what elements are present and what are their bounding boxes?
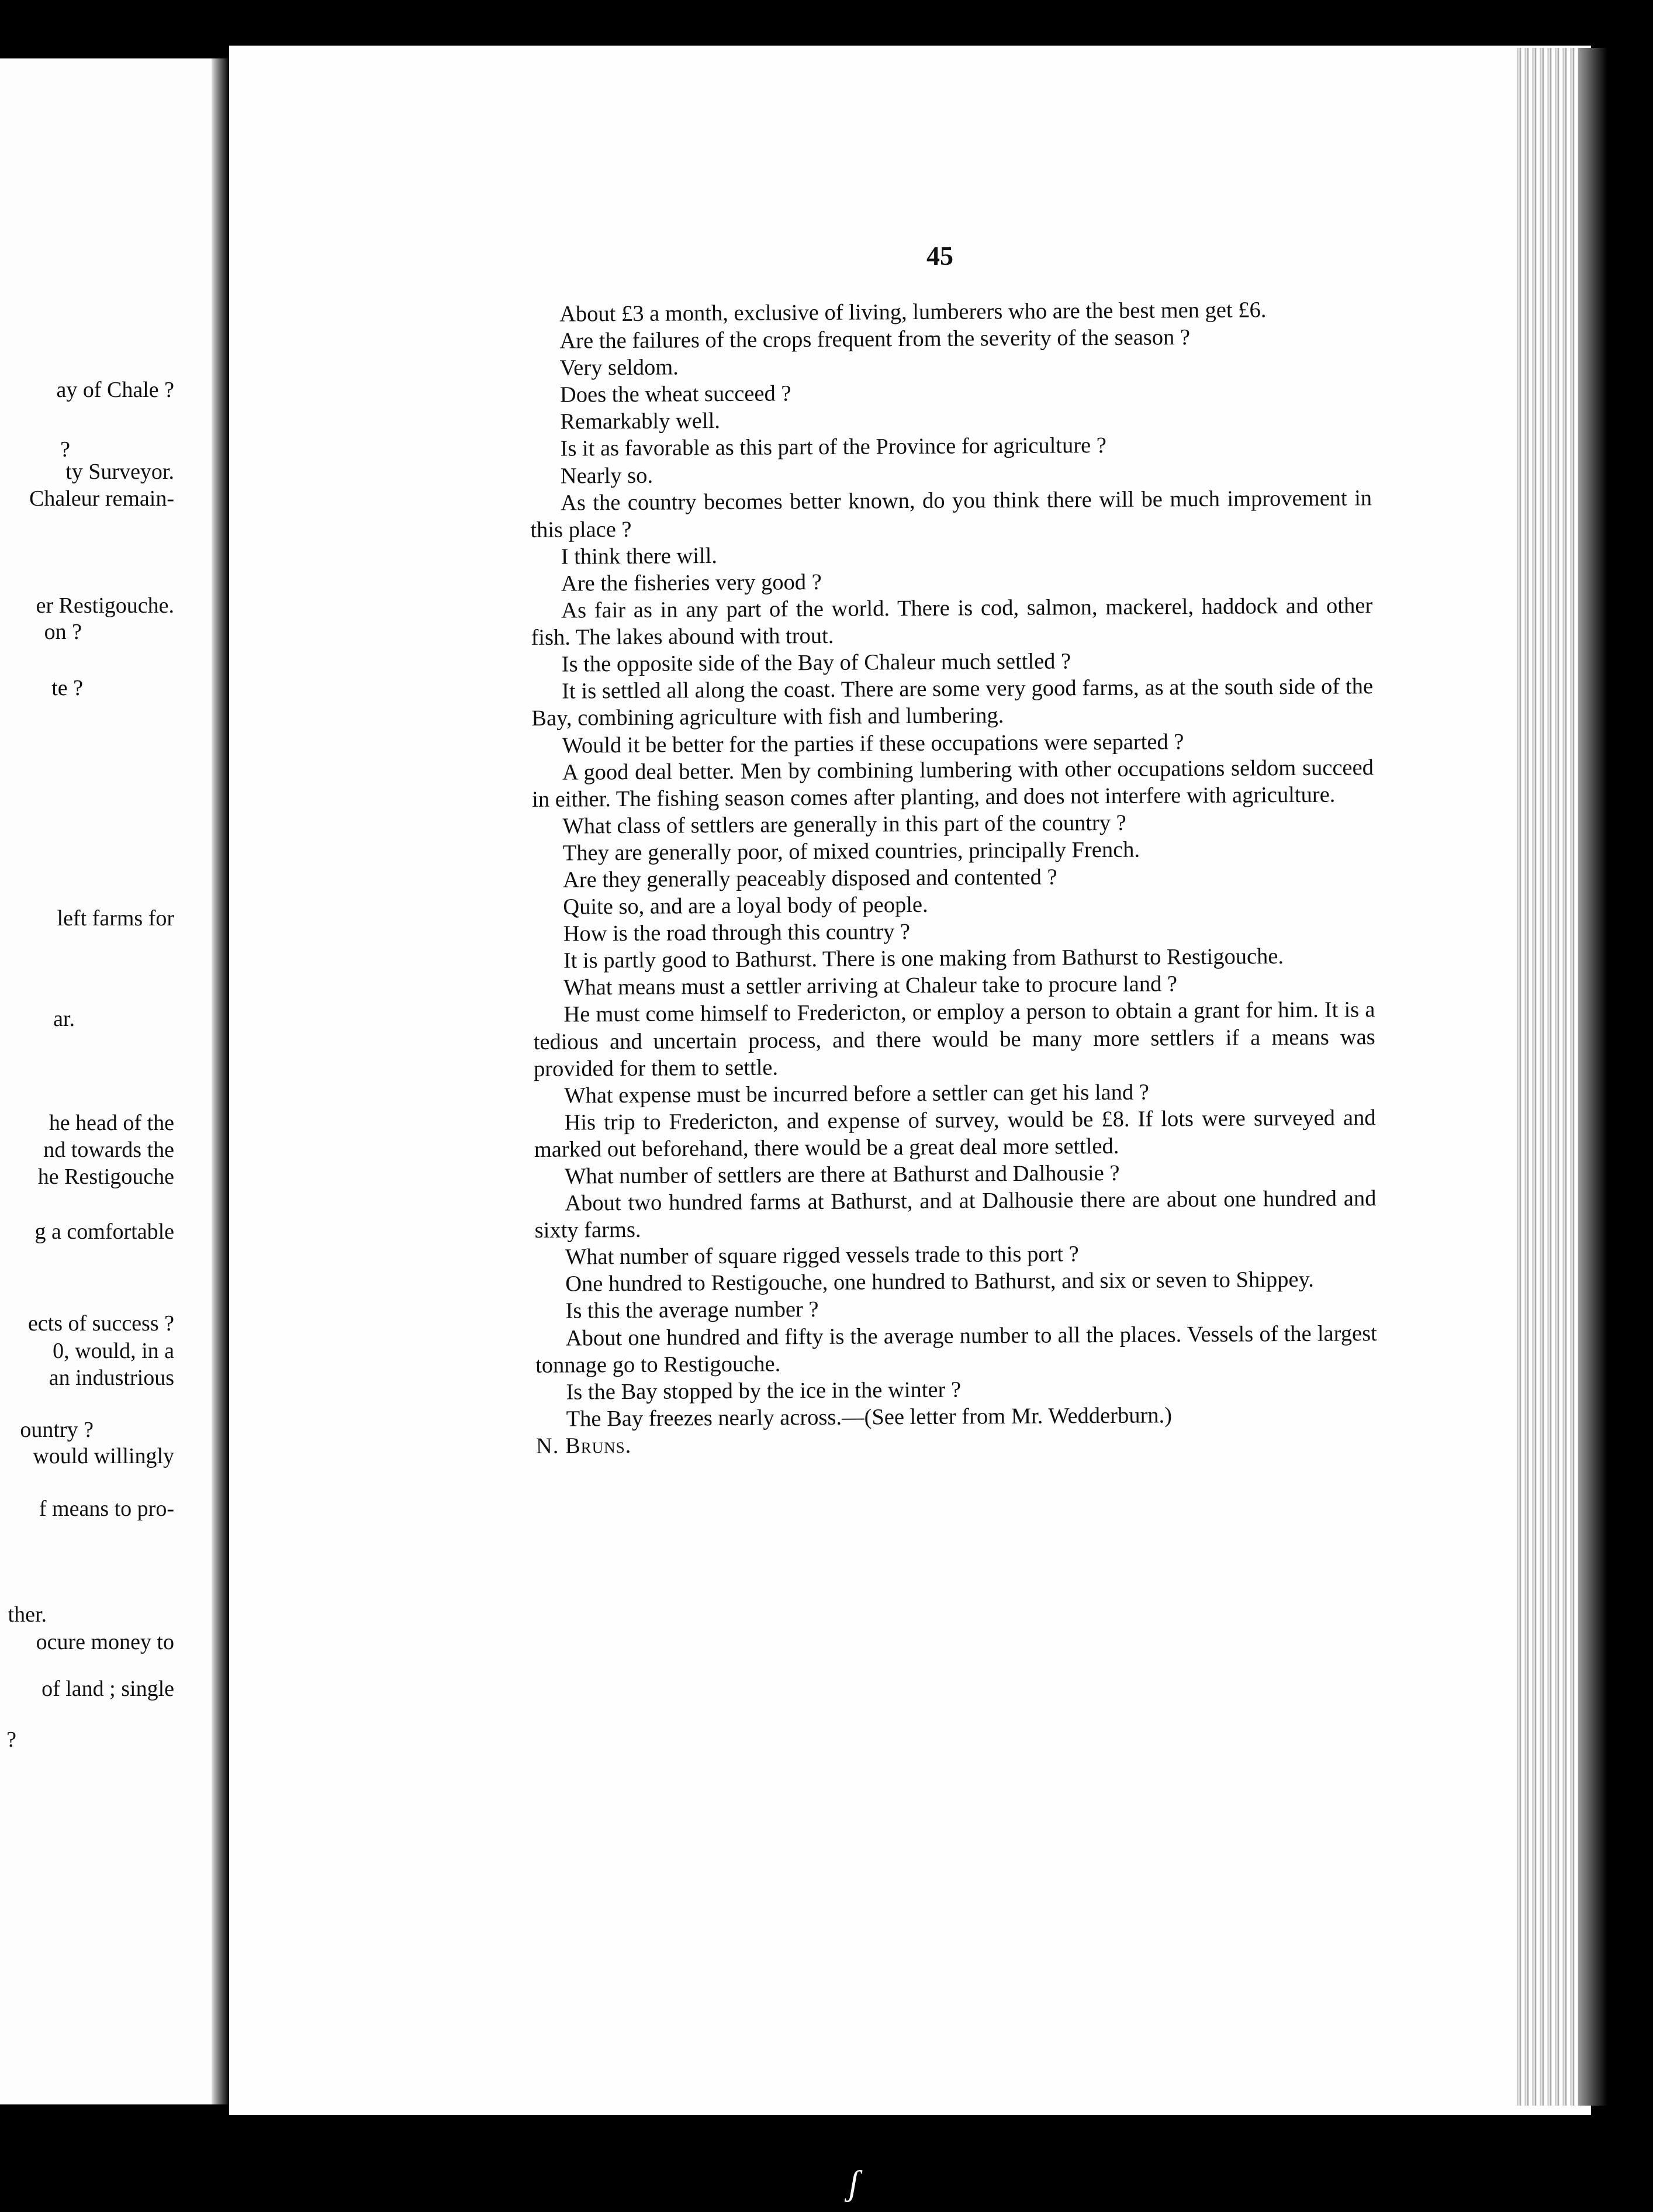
- paragraph-answer: He must come himself to Fredericton, or employ a person to obtain a grant for him. It is a tedious and uncertain process, and there would be many more settlers if a means was provided for them to settle.: [533, 997, 1375, 1081]
- paragraph-question: How is the road through this country ?: [563, 920, 911, 946]
- paragraph-answer: About £3 a month, exclusive of living, lumberers who are the best men get £6.: [559, 298, 1267, 327]
- paragraph-answer: The Bay freezes nearly across.—(See letter from Mr. Wedderburn.): [566, 1403, 1173, 1432]
- left-page-line: Chaleur remain-: [29, 486, 174, 511]
- paragraph-answer: One hundred to Restigouche, one hundred to Bathurst, and six or seven to Shippey.: [565, 1267, 1315, 1297]
- scan-mark: ʃ: [849, 2163, 859, 2202]
- page-body-text: [529, 296, 1378, 1460]
- left-page-line: ocure money to: [36, 1630, 174, 1654]
- paragraph-answer: I think there will.: [561, 543, 718, 569]
- paragraph-question: Does the wheat succeed ?: [559, 381, 791, 407]
- left-page-line: g a comfortable: [34, 1219, 174, 1244]
- paragraph-question: Are the failures of the crops frequent from the severity of the season ?: [559, 325, 1191, 354]
- paragraph-answer: Very seldom.: [559, 355, 679, 381]
- paragraph-answer: Quite so, and are a loyal body of people.: [563, 892, 928, 920]
- paragraph-question: Is the Bay stopped by the ice in the winter ?: [566, 1377, 962, 1405]
- paragraph-question: Would it be better for the parties if these occupations were separted ?: [562, 729, 1184, 758]
- left-page-line: he head of the: [49, 1111, 174, 1135]
- page-edges-shadow: [1578, 48, 1607, 2106]
- left-page-line: nd towards the: [43, 1138, 174, 1162]
- paragraph-question: What class of settlers are generally in this part of the country ?: [562, 810, 1126, 839]
- paragraph-question: Are the fisheries very good ?: [561, 569, 822, 596]
- page-number: 45: [926, 241, 953, 271]
- left-page-line: ?: [6, 1727, 16, 1752]
- paragraph-question: Are they generally peaceably disposed and contented ?: [562, 865, 1057, 893]
- paragraph-question: Is this the average number ?: [565, 1297, 819, 1324]
- left-page: [0, 58, 216, 2104]
- left-page-line: ?: [60, 437, 70, 462]
- paragraph-answer: About one hundred and fifty is the average number to all the places. Vessels of the largest tonnage go to Restigouche.: [535, 1321, 1377, 1378]
- paragraph-answer: His trip to Fredericton, and expense of survey, would be £8. If lots were surveyed and marked out beforehand, there would be a great deal more settled.: [534, 1105, 1376, 1162]
- paragraph-answer: They are generally poor, of mixed countries, principally French.: [562, 837, 1140, 866]
- left-page-line: 0, would, in a: [53, 1339, 174, 1363]
- paragraph-question: What number of square rigged vessels trade to this port ?: [565, 1242, 1079, 1270]
- left-page-line: ar.: [53, 1007, 75, 1031]
- paragraph-answer: About two hundred farms at Bathurst, and at Dalhousie there are about one hundred and sixty farms.: [534, 1186, 1377, 1243]
- paragraph-question: As the country becomes better known, do you think there will be much improvement in this place ?: [530, 485, 1372, 542]
- paragraph-question: Is it as favorable as this part of the Province for agriculture ?: [560, 433, 1107, 462]
- left-page-line: f means to pro-: [39, 1496, 174, 1521]
- left-page-line: on ?: [44, 620, 82, 644]
- left-page-line: ay of Chale ?: [56, 378, 174, 402]
- left-page-line: would willingly: [33, 1444, 174, 1468]
- left-page-line: te ?: [51, 676, 83, 700]
- left-page-line: left farms for: [57, 906, 174, 931]
- paragraph-question: What number of settlers are there at Bathurst and Dalhousie ?: [565, 1160, 1120, 1189]
- signature: N. Bruns.: [535, 1433, 632, 1458]
- paragraph-question: Is the opposite side of the Bay of Chaleur much settled ?: [561, 649, 1071, 677]
- paragraph-answer: Remarkably well.: [560, 409, 721, 435]
- paragraph-question: What means must a settler arriving at Chaleur take to procure land ?: [563, 972, 1178, 1001]
- paragraph-answer: It is partly good to Bathurst. There is one making from Bathurst to Restigouche.: [563, 944, 1284, 973]
- left-page-line: he Restigouche: [37, 1164, 174, 1189]
- left-page-line: ther.: [8, 1602, 47, 1627]
- paragraph-answer: It is settled all along the coast. There are some very good farms, as at the south side of the Bay, combining agriculture with fish and lumbering.: [531, 674, 1374, 731]
- left-page-line: an industrious: [49, 1366, 174, 1390]
- left-page-line: of land ; single: [42, 1677, 174, 1701]
- book-spine-shadow: [212, 58, 229, 2104]
- left-page-line: ects of success ?: [27, 1311, 174, 1336]
- paragraph-answer: Nearly so.: [560, 463, 653, 489]
- paragraph-answer: As fair as in any part of the world. There is cod, salmon, mackerel, haddock and other fish. The lakes abound with trout.: [531, 593, 1373, 651]
- left-page-line: ty Surveyor.: [65, 459, 174, 484]
- left-page-line: ountry ?: [20, 1418, 94, 1442]
- paragraph-question: What expense must be incurred before a settler can get his land ?: [564, 1080, 1150, 1108]
- left-page-line: er Restigouche.: [36, 593, 174, 618]
- paragraph-answer: A good deal better. Men by combining lumbering with other occupations seldom succeed in either. The fishing season comes after planting, and does not interfere with agriculture.: [532, 755, 1374, 812]
